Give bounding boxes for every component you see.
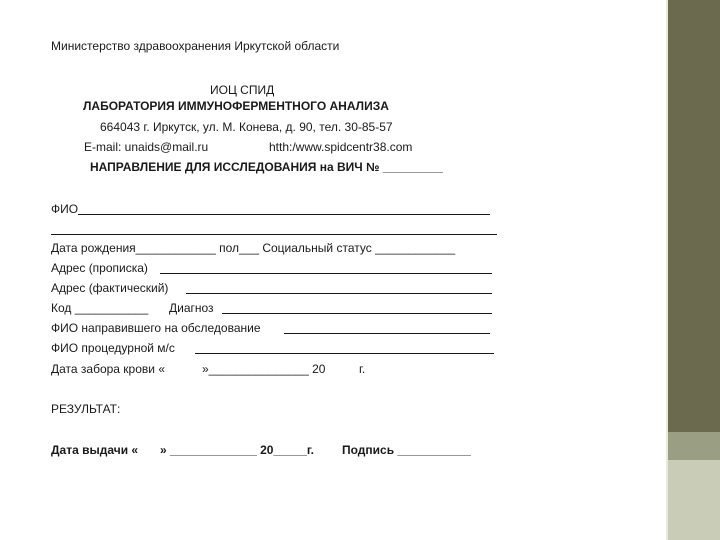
blood-date-year: г. [359,362,366,376]
nurse-line [195,353,494,354]
org-name: ИОЦ СПИД [210,83,275,97]
fio-label: ФИО [51,202,79,216]
referrer-label: ФИО направившего на обследование [51,321,261,335]
addr-fact-label: Адрес (фактический) [51,281,169,295]
code-row: Код ___________ [51,301,149,315]
slide-side-bar [666,0,720,540]
lab-email: E-mail: unaids@mail.ru [84,140,209,154]
result-label: РЕЗУЛЬТАТ: [51,402,121,416]
side-bar-dark-segment [668,0,720,432]
issue-date-label: Дата выдачи « [51,443,139,457]
fio-line-2 [51,234,497,235]
addr-reg-label: Адрес (прописка) [51,261,148,275]
signature-field: Подпись ___________ [342,443,471,457]
diagnosis-label: Диагноз [169,301,214,315]
diagnosis-line [222,313,492,314]
lab-name: ЛАБОРАТОРИЯ ИММУНОФЕРМЕНТНОГО АНАЛИЗА [83,99,389,113]
lab-website: htth:/www.spidcentr38.com [269,140,413,154]
lab-address: 664043 г. Иркутск, ул. М. Конева, д. 90, тел. 30-85-57 [100,120,393,134]
nurse-label: ФИО процедурной м/с [51,341,175,355]
fio-line [78,214,490,215]
referrer-line [284,333,490,334]
addr-reg-line [160,273,492,274]
side-bar-stripe-segment [668,432,720,460]
addr-fact-line [186,293,492,294]
ministry-header: Министерство здравоохранения Иркутской области [51,39,340,53]
blood-date-label: Дата забора крови « [51,362,165,376]
side-bar-light-segment [668,460,720,540]
birth-row: Дата рождения____________ пол___ Социальный статус ____________ [51,241,456,255]
blood-date-mid: »_______________ 20 [202,362,326,376]
issue-date-mid: » _____________ 20_____г. [160,443,314,457]
form-title: НАПРАВЛЕНИЕ ДЛЯ ИССЛЕДОВАНИЯ на ВИЧ № _________ [90,160,443,174]
